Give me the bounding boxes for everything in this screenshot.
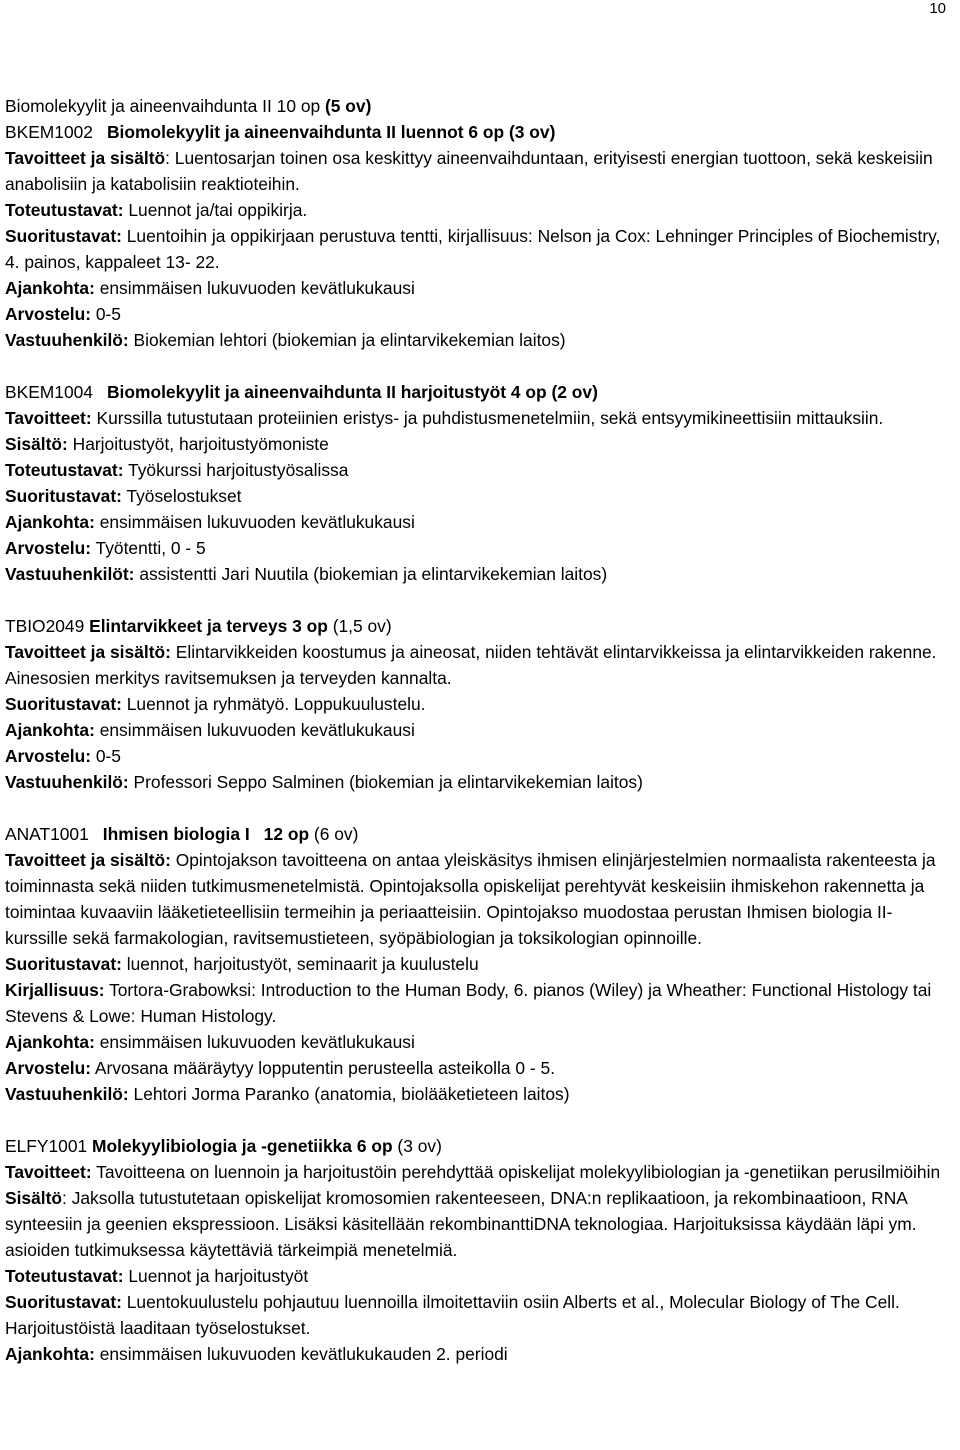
- performance-field: [5, 223, 955, 275]
- field-value: ensimmäisen lukuvuoden kevätlukukausi: [94, 720, 415, 740]
- field-value: Luentokuulustelu pohjautuu luennoilla ilmoitettaviin osiin Alberts et al., Molecular Biology of The Cell. Harjoitustöistä laaditaan työselostukset.: [5, 1292, 900, 1338]
- field-label: Ajankohta:: [5, 1032, 95, 1052]
- field-label: Vastuuhenkilöt:: [5, 564, 135, 584]
- field-value: Luennot ja harjoitustyöt: [123, 1266, 309, 1286]
- course-code: TBIO2049: [5, 616, 90, 636]
- course-bkem1002: [5, 93, 955, 353]
- course-name: Ihmisen biologia I: [102, 824, 250, 844]
- responsible-field: [5, 561, 955, 587]
- implementation-field: [5, 1263, 955, 1289]
- timing-field: [5, 1029, 955, 1055]
- field-label: Tavoitteet ja sisältö: [5, 148, 166, 168]
- performance-field: [5, 483, 955, 509]
- field-value: Tortora-Grabowksi: Introduction to the Human Body, 6. pianos (Wiley) ja Wheather: Functional Histology tai Stevens & Lowe: Human Histology.: [5, 980, 932, 1026]
- field-value: luennot, harjoitustyöt, seminaarit ja kuulustelu: [121, 954, 479, 974]
- field-value: Työselostukset: [121, 486, 242, 506]
- implementation-field: [5, 457, 955, 483]
- field-label: Ajankohta:: [5, 720, 95, 740]
- course-credits: (1,5 ov): [327, 616, 392, 636]
- goals-field: [5, 1159, 955, 1185]
- field-value: Elintarvikkeiden koostumus ja aineosat, niiden tehtävät elintarvikkeissa ja elintarvikkeiden rakenne. Ainesosien merkitys ravitsemuksen ja terveyden kannalta.: [5, 642, 937, 688]
- course-code: BKEM1004: [5, 382, 93, 402]
- course-code: BKEM1002: [5, 122, 93, 142]
- course-credits: (6 ov): [309, 824, 359, 844]
- field-value: Arvosana määräytyy lopputentin perusteella asteikolla 0 - 5.: [91, 1058, 556, 1078]
- course-credits-bold: 12 op: [263, 824, 310, 844]
- field-value: Luentoihin ja oppikirjaan perustuva tentti, kirjallisuus: Nelson ja Cox: Lehninger Principles of Biochemistry, 4. painos, kappaleet 13- 22.: [5, 226, 941, 272]
- field-label: Vastuuhenkilö:: [5, 772, 129, 792]
- course-name: Biomolekyylit ja aineenvaihdunta II luennot 6 op (3 ov): [106, 122, 556, 142]
- module-title: [5, 93, 955, 119]
- field-label: Tavoitteet:: [5, 1162, 92, 1182]
- field-value: 0-5: [91, 304, 121, 324]
- timing-field: [5, 717, 955, 743]
- literature-field: [5, 977, 955, 1029]
- module-title-text: Biomolekyylit ja aineenvaihdunta II 10 op: [5, 96, 325, 116]
- field-value: Biokemian lehtori (biokemian ja elintarvikekemian laitos): [128, 330, 566, 350]
- field-label: Ajankohta:: [5, 512, 95, 532]
- performance-field: [5, 1289, 955, 1341]
- field-label: Suoritustavat:: [5, 226, 122, 246]
- performance-field: [5, 691, 955, 717]
- field-value: Luennot ja/tai oppikirja.: [123, 200, 308, 220]
- responsible-field: [5, 769, 955, 795]
- course-tbio2049: [5, 613, 955, 795]
- course-code: ELFY1001: [5, 1136, 93, 1156]
- grading-field: [5, 301, 955, 327]
- field-label: Ajankohta:: [5, 278, 95, 298]
- field-label: Toteutustavat:: [5, 200, 124, 220]
- course-heading: [5, 119, 955, 145]
- content-field: [5, 431, 955, 457]
- field-value: Harjoitustyöt, harjoitustyömoniste: [67, 434, 329, 454]
- field-label: Arvostelu:: [5, 1058, 92, 1078]
- goals-field: [5, 847, 955, 951]
- field-value: Työtentti, 0 - 5: [91, 538, 206, 558]
- field-label: Suoritustavat:: [5, 954, 122, 974]
- course-heading: [5, 379, 955, 405]
- course-credits: (3 ov): [392, 1136, 442, 1156]
- timing-field: [5, 1341, 955, 1367]
- course-heading: [5, 821, 955, 847]
- field-value: 0-5: [91, 746, 121, 766]
- course-elfy1001: [5, 1133, 955, 1367]
- timing-field: [5, 275, 955, 301]
- responsible-field: [5, 1081, 955, 1107]
- field-value: Työkurssi harjoitustyösalissa: [123, 460, 349, 480]
- field-label: Arvostelu:: [5, 304, 92, 324]
- field-value: : Jaksolla tutustutetaan opiskelijat kromosomien rakenteeseen, DNA:n replikaatioon, ja rekombinaatioon, RNA synteesiin ja geenien ekspressioon. Lisäksi käsitellään rekombinanttiDNA teknologiaa. Harjoituksissa käydään läpi ym. asioiden tutkimuksessa käytettäviä tärkeimpiä menetelmiä.: [5, 1188, 917, 1260]
- course-heading: [5, 613, 955, 639]
- field-value: Tavoitteena on luennoin ja harjoitustöin perehdyttää opiskelijat molekyylibiologian ja -genetiikan perusilmiöihin: [91, 1162, 941, 1182]
- goals-field: [5, 405, 955, 431]
- grading-field: [5, 1055, 955, 1081]
- field-label: Vastuuhenkilö:: [5, 1084, 129, 1104]
- field-value: Opintojakson tavoitteena on antaa yleiskäsitys ihmisen elinjärjestelmien normaalista rakenteesta ja toiminnasta sekä niiden tutkimusmenetelmistä. Opintojaksolla opiskelijat perehtyvät keskeisiin ihmiskehon rakennetta ja toimintaa kuvaaviin lääketieteellisiin termeihin ja periaatteisiin. Opintojakso muodostaa perustan Ihmisen biologia II-kurssille sekä farmakologian, ravitsemustieteen, syöpäbiologian ja toksikologian opinnoille.: [5, 850, 936, 948]
- field-value: ensimmäisen lukuvuoden kevätlukukausi: [94, 1032, 415, 1052]
- field-value: Professori Seppo Salminen (biokemian ja elintarvikekemian laitos): [128, 772, 643, 792]
- field-label: Arvostelu:: [5, 746, 92, 766]
- page-number: 10: [929, 0, 946, 17]
- field-label: Sisältö: [5, 1188, 63, 1208]
- field-label: Sisältö:: [5, 434, 68, 454]
- field-label: Tavoitteet:: [5, 408, 92, 428]
- field-value: ensimmäisen lukuvuoden kevätlukukauden 2. periodi: [94, 1344, 508, 1364]
- course-name: Molekyylibiologia ja -genetiikka 6 op: [92, 1136, 393, 1156]
- field-label: Tavoitteet ja sisältö:: [5, 850, 171, 870]
- field-label: Suoritustavat:: [5, 1292, 122, 1312]
- course-name: Elintarvikkeet ja terveys 3 op: [89, 616, 328, 636]
- course-bkem1004: [5, 379, 955, 587]
- field-label: Kirjallisuus:: [5, 980, 105, 1000]
- field-label: Ajankohta:: [5, 1344, 95, 1364]
- field-value: assistentti Jari Nuutila (biokemian ja elintarvikekemian laitos): [134, 564, 608, 584]
- field-label: Toteutustavat:: [5, 1266, 124, 1286]
- field-value: ensimmäisen lukuvuoden kevätlukukausi: [94, 512, 415, 532]
- field-label: Suoritustavat:: [5, 694, 122, 714]
- field-label: Suoritustavat:: [5, 486, 122, 506]
- field-value: Lehtori Jorma Paranko (anatomia, biolääketieteen laitos): [128, 1084, 570, 1104]
- field-value: : Luentosarjan toinen osa keskittyy aineenvaihduntaan, erityisesti energian tuottoon, sekä keskeisiin anabolisiin ja katabolisiin reaktioteihin.: [5, 148, 933, 194]
- course-code: ANAT1001: [5, 824, 89, 844]
- field-label: Toteutustavat:: [5, 460, 124, 480]
- timing-field: [5, 509, 955, 535]
- field-value: Luennot ja ryhmätyö. Loppukuulustelu.: [121, 694, 426, 714]
- course-anat1001: [5, 821, 955, 1107]
- grading-field: [5, 743, 955, 769]
- document-body: [5, 93, 955, 1367]
- grading-field: [5, 535, 955, 561]
- course-name: Biomolekyylit ja aineenvaihdunta II harjoitustyöt 4 op (2 ov): [106, 382, 598, 402]
- content-field: [5, 1185, 955, 1263]
- field-label: Vastuuhenkilö:: [5, 330, 129, 350]
- field-label: Tavoitteet ja sisältö:: [5, 642, 171, 662]
- implementation-field: [5, 197, 955, 223]
- field-label: Arvostelu:: [5, 538, 92, 558]
- goals-field: [5, 145, 955, 197]
- module-credits: (5 ov): [325, 96, 372, 116]
- field-value: Kurssilla tutustutaan proteiinien eristys- ja puhdistusmenetelmiin, sekä entsyymikineettisiin mittauksiin.: [91, 408, 884, 428]
- performance-field: [5, 951, 955, 977]
- course-heading: [5, 1133, 955, 1159]
- responsible-field: [5, 327, 955, 353]
- field-value: ensimmäisen lukuvuoden kevätlukukausi: [94, 278, 415, 298]
- goals-field: [5, 639, 955, 691]
